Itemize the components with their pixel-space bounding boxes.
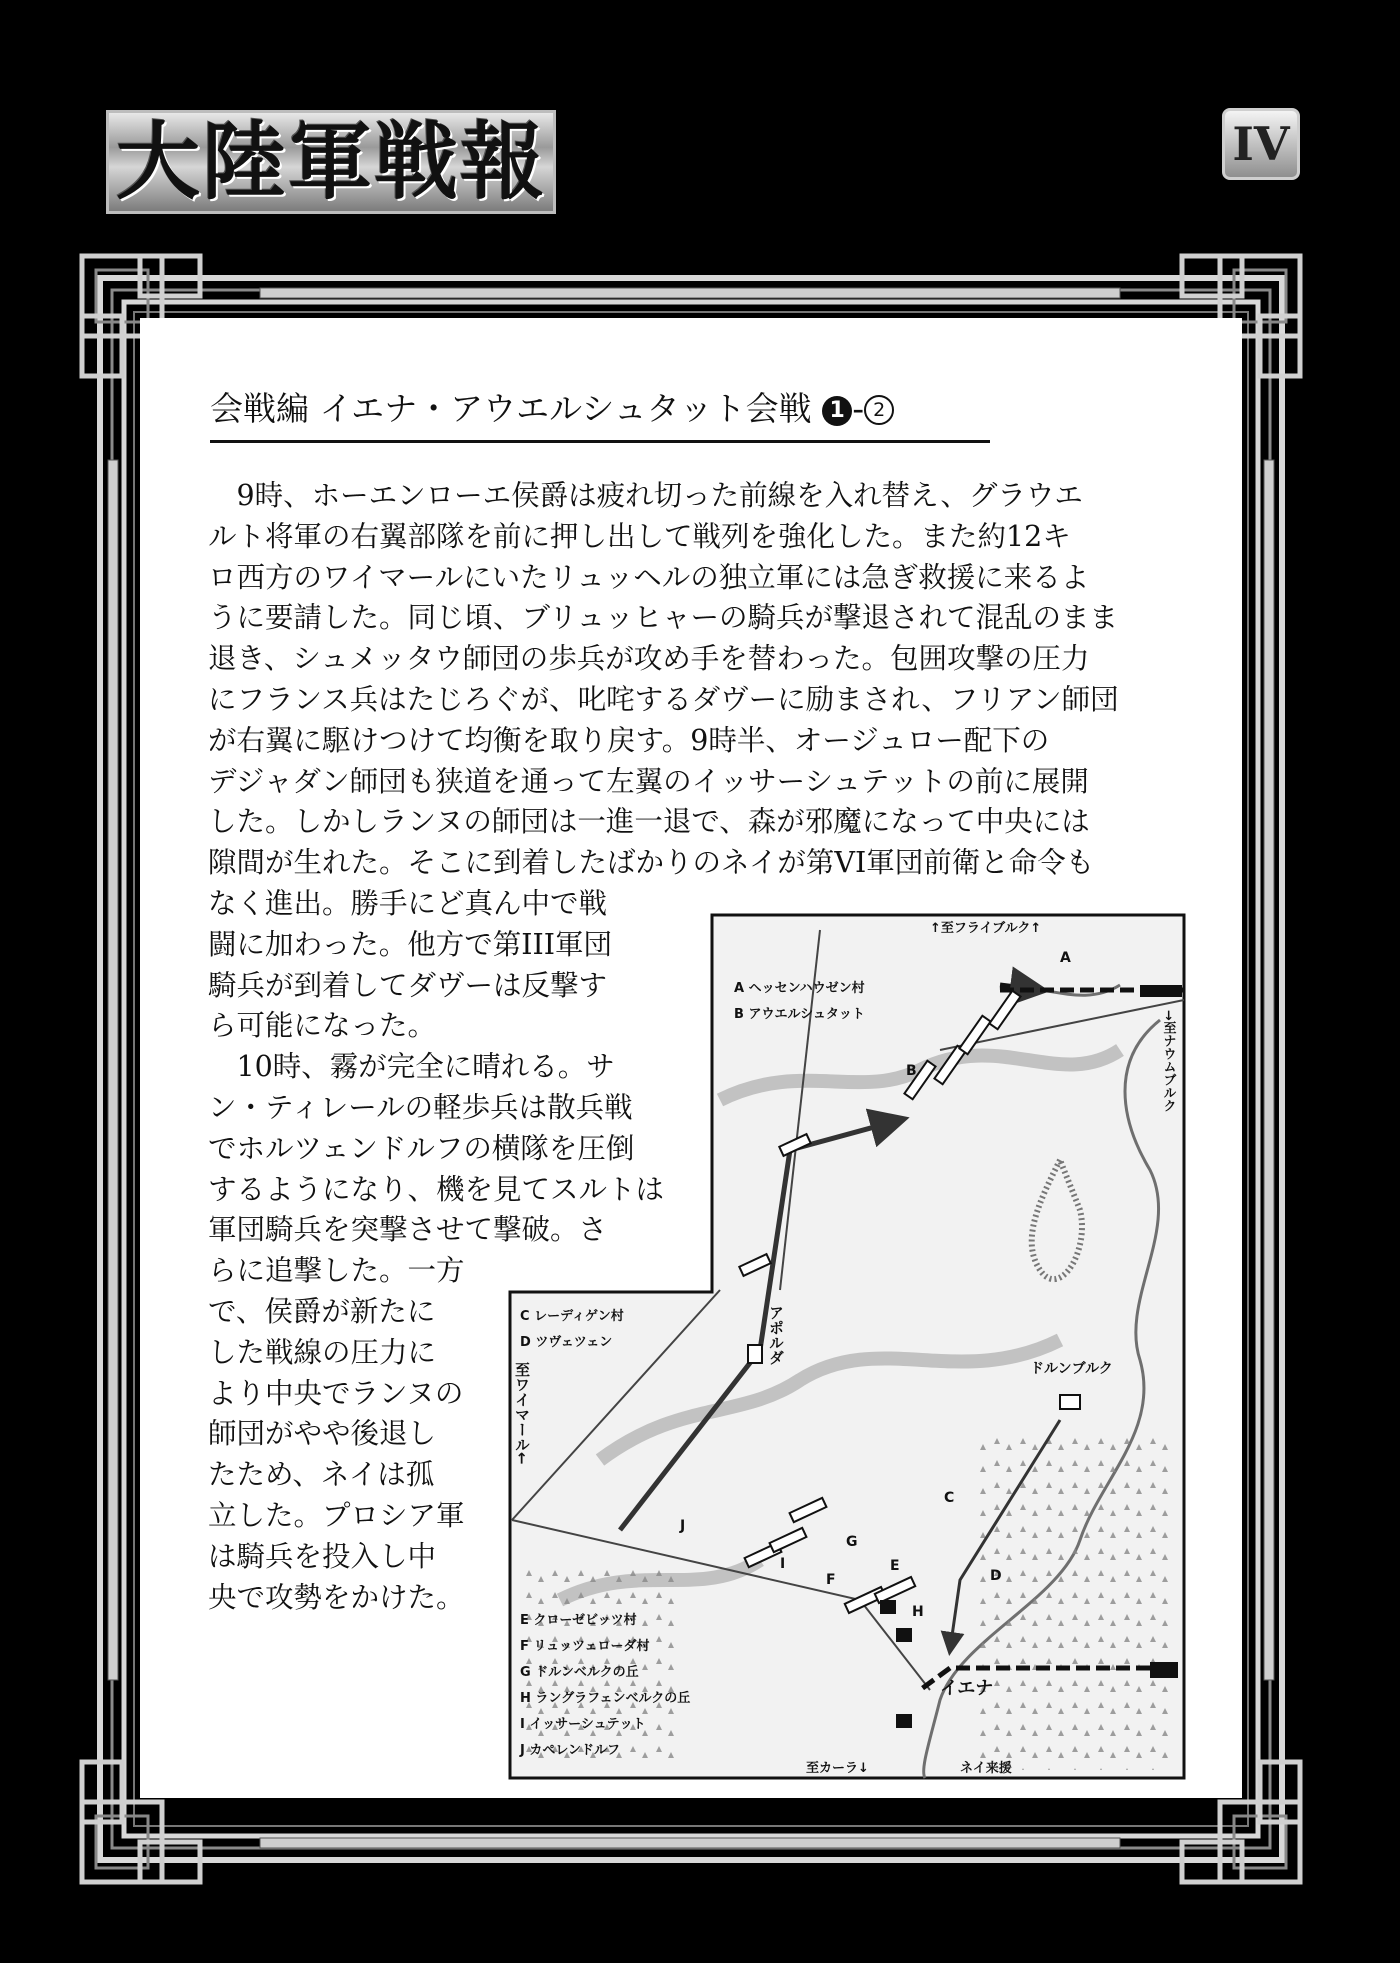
text-line: ン・ティレールの軽歩兵は散兵戦 — [208, 1090, 633, 1124]
text-line: デジャダン師団も狭道を通って左翼のイッサーシュテットの前に展開 — [208, 764, 1089, 798]
part-separator: - — [852, 389, 865, 428]
ney-reinforcement-label: ネイ来援 — [960, 1761, 1012, 1776]
volume-numeral: IV — [1232, 117, 1290, 171]
direction-south-label: 至カーラ↓ — [806, 1761, 869, 1776]
text-line: ルト将軍の右翼部隊を前に押し出して戦列を強化した。また約12キ — [208, 519, 1071, 553]
battle-map — [506, 913, 1186, 1781]
article-title-text: 会戦編 イエナ・アウエルシュタット会戦 — [210, 389, 823, 428]
text-line: 央で攻勢をかけた。 — [208, 1580, 465, 1614]
text-line: にフランス兵はたじろぐが、叱咤するダヴーに励まされ、フリアン師団 — [208, 682, 1119, 716]
text-line: した。しかしランヌの師団は一進一退で、森が邪魔になって中央には — [208, 805, 1090, 839]
legend-f: F リュッツェローダ村 — [520, 1639, 650, 1654]
map-point-d: D — [990, 1568, 1002, 1584]
text-line: が右翼に駆けつけて均衡を取り戻す。9時半、オージュロー配下の — [208, 723, 1050, 757]
map-point-a: A — [1060, 950, 1071, 966]
text-line: 9時、ホーエンローエ侯爵は疲れ切った前線を入れ替え、グラウエ — [208, 479, 1083, 512]
series-title: 大陸軍戦報 — [115, 112, 546, 211]
legend-d: D ツヴェツェン — [520, 1335, 613, 1350]
text-line: 立した。プロシア軍 — [208, 1498, 465, 1532]
map-point-j: J — [680, 1518, 686, 1534]
text-line: は騎兵を投入し中 — [208, 1539, 437, 1573]
map-point-c: C — [944, 1490, 955, 1506]
subpart-number-badge: 2 — [864, 395, 894, 425]
place-dornburg-label: ドルンブルク — [1030, 1361, 1113, 1377]
map-point-h: H — [912, 1604, 924, 1620]
map-point-i: I — [780, 1556, 786, 1572]
direction-east-label: →至ナウムブルク — [1160, 1010, 1176, 1112]
paragraph-3 — [208, 1292, 465, 1618]
text-line: らに追撃した。一方 — [208, 1254, 465, 1288]
legend-c: C レーディゲン村 — [520, 1309, 624, 1324]
legend-e: E クローゼビッツ村 — [520, 1613, 637, 1628]
legend-h: H ラングラフェンベルクの丘 — [520, 1691, 691, 1706]
text-line: 師団がやや後退し — [208, 1417, 437, 1451]
legend-j: J カペレンドルフ — [520, 1743, 621, 1758]
text-line: するようになり、機を見てスルトは — [208, 1172, 665, 1206]
text-line: 軍団騎兵を突撃させて撃破。さ — [208, 1213, 608, 1247]
map-point-f: F — [826, 1572, 836, 1588]
text-line: 10時、霧が完全に晴れる。サ — [208, 1050, 615, 1084]
place-apolda-label: アポルダ — [767, 1305, 785, 1365]
text-line: ら可能になった。 — [208, 1009, 437, 1043]
legend-i: I イッサーシュテット — [520, 1717, 646, 1732]
map-point-b: B — [906, 1063, 917, 1079]
article-title — [210, 383, 990, 443]
text-line: でホルツェンドルフの横隊を圧倒 — [208, 1131, 635, 1165]
text-line: より中央でランヌの — [208, 1376, 464, 1410]
text-line: した戦線の圧力に — [208, 1335, 437, 1369]
legend-b: B アウエルシュタット — [734, 1007, 865, 1022]
text-line: 騎兵が到着してダヴーは反撃す — [208, 968, 608, 1002]
text-line: 隙間が生れた。そこに到着したばかりのネイが第VI軍団前衛と命令も — [208, 846, 1095, 880]
text-line: なく進出。勝手にど真ん中で戦 — [208, 887, 608, 920]
part-number-badge: 1 — [822, 396, 852, 426]
text-line: 闘に加わった。他方で第III軍団 — [208, 927, 612, 961]
text-line: うに要請した。同じ頃、ブリュッヒャーの騎兵が撃退されて混乱のまま — [208, 601, 1119, 635]
legend-a: A ヘッセンハウゼン村 — [734, 981, 865, 996]
direction-north-label: ↑至フライブルク↑ — [930, 921, 1042, 936]
legend-g: G ドルンベルクの丘 — [520, 1665, 639, 1680]
map-point-e: E — [890, 1558, 900, 1574]
text-line: 退き、シュメッタウ師団の歩兵が攻め手を替わった。包囲攻撃の圧力 — [208, 642, 1090, 676]
text-line: ロ西方のワイマールにいたリュッヘルの独立軍には急ぎ救援に来るよ — [208, 560, 1090, 594]
map-point-g: G — [846, 1534, 858, 1550]
paragraph-1 — [208, 476, 1119, 884]
place-jena-label: イエナ — [940, 1678, 994, 1699]
direction-west-label: 至ワイマール← — [513, 1362, 531, 1465]
text-line: で、侯爵が新たに — [208, 1295, 436, 1328]
text-line: たため、ネイは孤 — [208, 1458, 435, 1492]
